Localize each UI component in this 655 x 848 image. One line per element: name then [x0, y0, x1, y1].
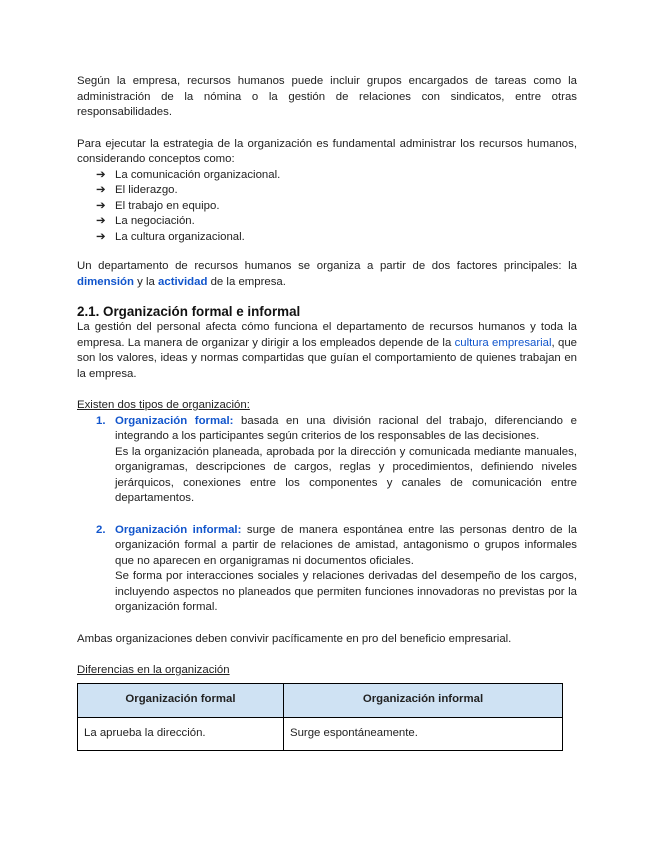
type-extra: Es la organización planeada, aprobada por la dirección y comunicada mediante manuales, organigramas, descripciones de cargos, reglas y procedimientos, definiendo niveles jerárquicos, conexiones entre los componentes y canales de comunicación entre departamentos. [115, 445, 577, 504]
organization-types-list [77, 414, 577, 616]
table-header-cell: Organización formal [78, 683, 284, 717]
list-item [77, 414, 577, 507]
intro-paragraph-1: Según la empresa, recursos humanos puede incluir grupos encargados de tareas como la administración de la nómina o la gestión de relaciones con sindicatos, entre otras responsabilidades. [77, 75, 577, 118]
right-arrow-icon: ➔ [96, 215, 106, 227]
list-item-text: La cultura organizacional. [115, 230, 245, 243]
right-arrow-icon: ➔ [96, 168, 106, 181]
right-arrow-icon: ➔ [96, 230, 106, 243]
document-body [77, 74, 577, 751]
list-item [96, 199, 577, 215]
list-item [77, 523, 577, 616]
closing-paragraph: Ambas organizaciones deben convivir pacíficamente en pro del beneficio empresarial. [77, 632, 512, 645]
table-row [78, 717, 563, 750]
business-culture-link[interactable]: cultura empresarial [454, 336, 552, 349]
intro-paragraph-3: Un departamento de recursos humanos se organiza a partir de dos factores principales: la dimensión y la actividad de la empresa. [77, 260, 577, 288]
type-title: Organización formal: [115, 414, 234, 427]
activity-link[interactable]: actividad [158, 275, 208, 288]
type-text: basada en una división racional del trabajo, diferenciando e integrando a los participantes según criterios de los responsables de las decisiones. [115, 414, 577, 442]
section-paragraph: La gestión del personal afecta cómo funciona el departamento de recursos humanos y toda la empresa. La manera de organizar y dirigir a los empleados depende de la cultura empresarial, que son los valores, ideas y normas compartidas que guían el comportamiento de quienes trabajan en la empresa. [77, 321, 577, 380]
list-item-text: La negociación. [115, 215, 195, 227]
list-item [96, 183, 577, 199]
dimension-link[interactable]: dimensión [77, 275, 134, 288]
type-extra: Se forma por interacciones sociales y relaciones derivadas del desempeño de los cargos, incluyendo aspectos no planeados que permiten funciones innovadoras no previstas por la organización formal. [115, 570, 577, 613]
differences-table [77, 683, 563, 751]
right-arrow-icon: ➔ [96, 184, 106, 196]
list-item-text: El liderazgo. [115, 184, 178, 196]
types-intro: Existen dos tipos de organización: [77, 399, 250, 411]
table-caption: Diferencias en la organización [77, 664, 230, 676]
table-header-cell: Organización informal [284, 683, 563, 717]
list-number: 2. [96, 523, 106, 536]
list-item [96, 230, 577, 246]
table-cell: La aprueba la dirección. [78, 717, 284, 750]
right-arrow-icon: ➔ [96, 199, 106, 212]
list-item-text: La comunicación organizacional. [115, 168, 281, 181]
list-number: 1. [96, 414, 106, 427]
concepts-list [77, 168, 577, 246]
section-heading: 2.1. Organización formal e informal [77, 304, 301, 319]
table-cell: Surge espontáneamente. [284, 717, 563, 750]
type-text: surge de manera espontánea entre las personas dentro de la organización formal a partir de relaciones de amistad, antagonismo o grupos informales que no aparecen en organigramas ni documentos oficiales. [115, 523, 577, 567]
list-item-text: El trabajo en equipo. [115, 199, 220, 212]
list-item [96, 168, 577, 184]
intro-paragraph-2: Para ejecutar la estrategia de la organización es fundamental administrar los recursos humanos, considerando conceptos como: [77, 137, 577, 165]
type-title: Organización informal: [115, 523, 242, 536]
table-header-row [78, 683, 563, 717]
list-item [96, 214, 577, 230]
